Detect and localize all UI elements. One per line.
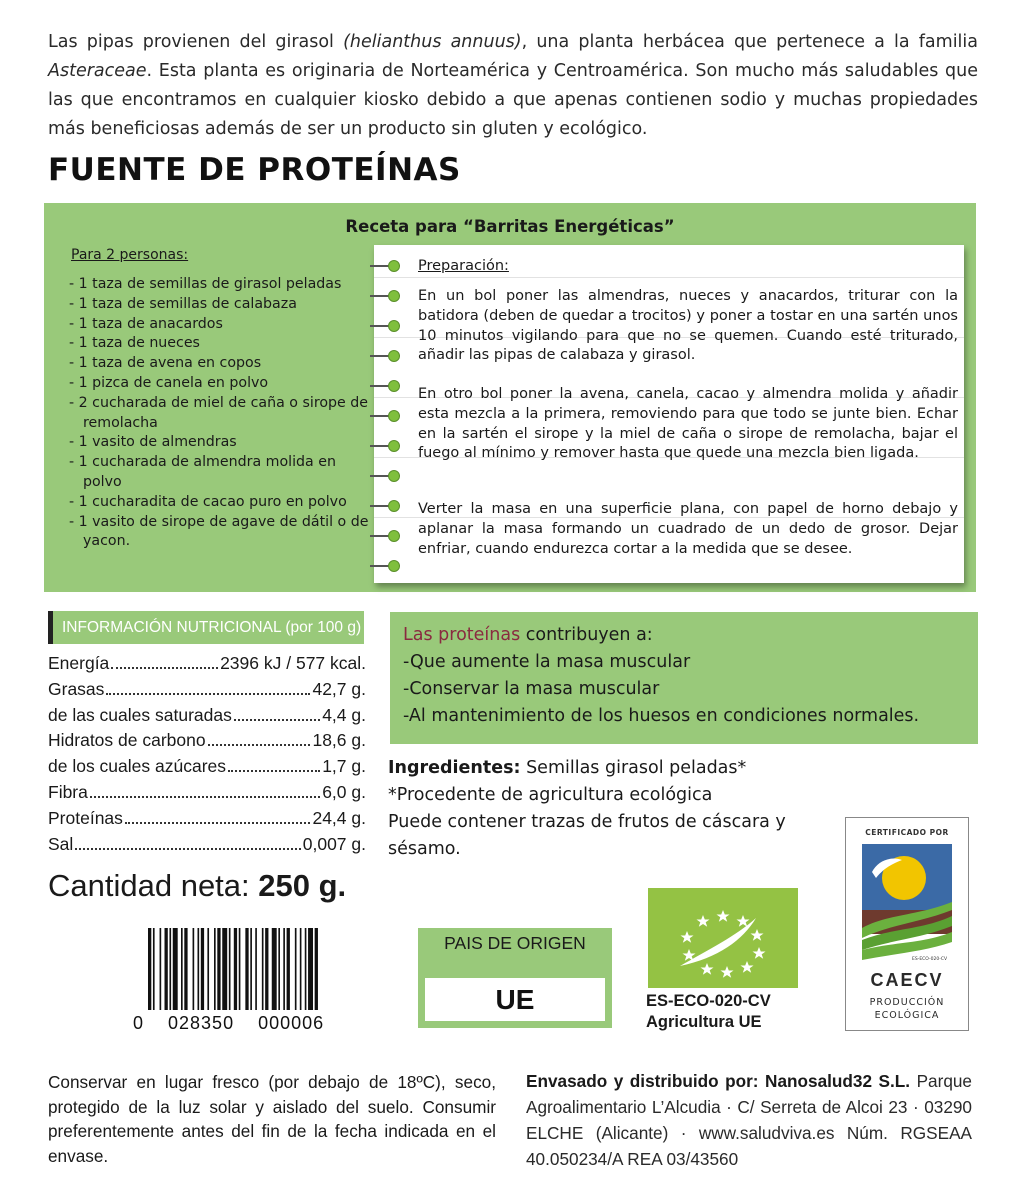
caecv-subtitle-2: ECOLÓGICA xyxy=(874,1010,940,1021)
caecv-small-code: ES-ECO-020-CV xyxy=(912,957,948,962)
caecv-certified-label: CERTIFICADO POR xyxy=(865,828,949,837)
distributor-label: Envasado y distribuido por: Nanosalud32 S.L. xyxy=(526,1071,911,1091)
preparation-card xyxy=(374,245,964,583)
pin-bullet-icon xyxy=(370,440,400,452)
intro-text-3: . Esta planta es originaria de Norteamérica y Centroamérica. Son mucho más saludables que las que encontramos en cualquier kiosko debido a que apenas contienen sodio y muchas propiedades más beneficiosas además de ser un producto sin gluten y ecológico. xyxy=(48,61,978,139)
pin-bullet-icon xyxy=(370,560,400,572)
intro-text-1: Las pipas provienen del girasol xyxy=(48,32,344,52)
list-item: - 1 taza de semillas de girasol peladas xyxy=(69,276,342,292)
ingredients-label: Ingredientes: xyxy=(388,758,521,778)
nutrient-value: 2396 kJ / 577 kcal. xyxy=(220,653,366,673)
net-quantity-value: 250 g. xyxy=(258,868,347,903)
list-item: - 1 cucharada de almendra molida en polvo xyxy=(69,454,336,490)
section-title: FUENTE DE PROTEÍNAS xyxy=(48,152,461,188)
nutrient-label: Proteínas xyxy=(48,807,123,828)
list-item: - 1 vasito de almendras xyxy=(69,434,237,451)
nutrient-value: 4,4 g. xyxy=(322,704,366,725)
nutrient-value: 24,4 g. xyxy=(312,807,366,828)
distributor-info xyxy=(526,1068,972,1172)
list-item: - 1 taza de nueces xyxy=(69,335,200,352)
list-item: - 1 cucharadita de cacao puro en polvo xyxy=(69,493,347,510)
organic-note: *Procedente de agricultura ecológica xyxy=(388,785,713,805)
table-row xyxy=(48,756,366,782)
card-rule xyxy=(374,277,964,278)
nutrient-label: Energía xyxy=(48,653,110,673)
pin-bullet-icon xyxy=(370,350,400,362)
pin-bullet-icon xyxy=(370,410,400,422)
nutrient-label: de las cuales saturadas xyxy=(48,704,232,725)
list-item: - 2 cucharada de miel de caña o sirope de remolacha xyxy=(69,394,369,431)
recipe-title: Receta para “Barritas Energéticas” xyxy=(345,217,675,236)
list-item: - 1 pizca de canela en polvo xyxy=(69,374,269,391)
eco-agriculture-origin: Agricultura UE xyxy=(646,1013,762,1031)
table-row xyxy=(48,834,366,860)
pin-bullet-icon xyxy=(370,500,400,512)
protein-intro-rest: contribuyen a: xyxy=(520,625,653,645)
ingredients-heading: Para 2 personas: xyxy=(71,247,189,263)
list-item: -Al mantenimiento de los huesos en condiciones normales. xyxy=(403,706,920,726)
list-item: - 1 taza de anacardos xyxy=(69,315,223,332)
storage-instructions: Conservar en lugar fresco (por debajo de 18ºC), seco, protegido de la luz solar y aislado del suelo. Consumir preferentemente antes del fin de la fecha indicada en el envase. xyxy=(48,1072,496,1166)
table-row xyxy=(48,679,366,705)
caecv-certification-logo-icon xyxy=(845,817,969,1031)
pin-bullet-icon xyxy=(370,530,400,542)
intro-family-name: Asteraceae xyxy=(48,61,147,81)
protein-claims-box xyxy=(390,612,978,744)
country-of-origin-box xyxy=(418,928,612,1028)
ingredients-value: Semillas girasol peladas* xyxy=(520,758,747,778)
origin-value: UE xyxy=(425,978,605,1021)
allergen-warning: Puede contener trazas de frutos de cáscara y sésamo. xyxy=(388,812,786,859)
list-item: -Conservar la masa muscular xyxy=(403,679,660,699)
eco-code: ES-ECO-020-CV xyxy=(646,992,771,1010)
pin-bullet-icon xyxy=(370,380,400,392)
barcode-icon xyxy=(148,928,358,1010)
preparation-heading: Preparación: xyxy=(418,258,509,274)
recipe-box xyxy=(44,203,976,592)
ingredients-info xyxy=(388,755,808,863)
nutrition-heading: INFORMACIÓN NUTRICIONAL (por 100 g) xyxy=(48,611,364,644)
list-item: - 1 taza de avena en copos xyxy=(69,355,262,372)
pin-bullet-icon xyxy=(370,290,400,302)
preparation-step-1: En un bol poner las almendras, nueces y anacardos, triturar con la batidora (deben de quedar a trocitos) y poner a tostar en una sartén unos 10 minutos vigilando para que no se quemen. Cuando esté triturado, añadir las pipas de calabaza y girasol. xyxy=(418,288,958,364)
intro-text-2: , una planta herbácea que pertenece a la familia xyxy=(521,32,978,52)
preparation-step-2: En otro bol poner la avena, canela, cacao y almendra molida y añadir esta mezcla a la primera, removiendo para que todo se junte bien. Echar en la sartén el sirope y la miel de caña o sirope de remolacha, bajar el fuego al mínimo y remover hasta que quede una mezcla bien ligada. xyxy=(418,386,958,462)
nutrient-value: 18,6 g. xyxy=(312,730,366,751)
list-item: -Que aumente la masa muscular xyxy=(403,652,691,672)
eco-certification-code xyxy=(646,991,771,1033)
barcode-number: 0 028350 000006 xyxy=(133,1013,325,1033)
caecv-subtitle-1: PRODUCCIÓN xyxy=(869,997,945,1008)
eu-organic-leaf-logo-icon xyxy=(648,888,798,988)
pin-bullet-icon xyxy=(370,320,400,332)
nutrient-value: 0,007 g. xyxy=(302,833,366,854)
distributor-text: Parque Agroalimentario L’Alcudia · C/ Serreta de Alcoi 23 · 03290 ELCHE (Alicante) · www.saludviva.es Núm. RGSEAA 40.050234/A REA 03/43560 xyxy=(526,1071,972,1169)
net-quantity xyxy=(48,868,346,904)
nutrient-value: 42,7 g. xyxy=(312,678,366,699)
table-row xyxy=(48,782,366,808)
net-quantity-label: Cantidad neta: xyxy=(48,868,259,903)
nutrient-value: 1,7 g. xyxy=(322,756,366,777)
protein-claims-intro xyxy=(403,622,919,649)
protein-claims xyxy=(403,622,919,730)
nutrition-table xyxy=(48,653,366,859)
nutrient-label: Hidratos de carbono xyxy=(48,730,206,751)
preparation-step-3: Verter la masa en una superficie plana, con papel de horno debajo y aplanar la masa formando un cuadrado de un dedo de grosor. Dejar enfriar, cuando endurezca cortar a la medida que se desee. xyxy=(418,501,958,557)
table-row xyxy=(48,653,366,679)
pin-bullet-icon xyxy=(370,470,400,482)
table-row xyxy=(48,808,366,834)
list-item: - 1 vasito de sirope de agave de dátil o de yacon. xyxy=(69,513,369,550)
intro-paragraph xyxy=(48,28,978,144)
intro-latin-name: (helianthus annuus) xyxy=(343,32,522,52)
recipe-ingredient-list xyxy=(69,275,369,552)
caecv-name: CAECV xyxy=(870,970,944,990)
table-row xyxy=(48,730,366,756)
caecv-subtitle xyxy=(846,996,968,1022)
nutrient-label: Fibra xyxy=(48,781,88,802)
table-row xyxy=(48,705,366,731)
nutrient-label: Sal xyxy=(48,833,74,854)
pin-bullet-icon xyxy=(370,260,400,272)
list-item: - 1 taza de semillas de calabaza xyxy=(69,295,297,312)
protein-highlight: Las proteínas xyxy=(403,625,521,645)
nutrient-label: de los cuales azúcares xyxy=(48,756,227,777)
origin-label: PAIS DE ORIGEN xyxy=(444,933,586,953)
nutrient-value: 6,0 g. xyxy=(322,781,366,802)
nutrient-label: Grasas xyxy=(48,678,105,699)
